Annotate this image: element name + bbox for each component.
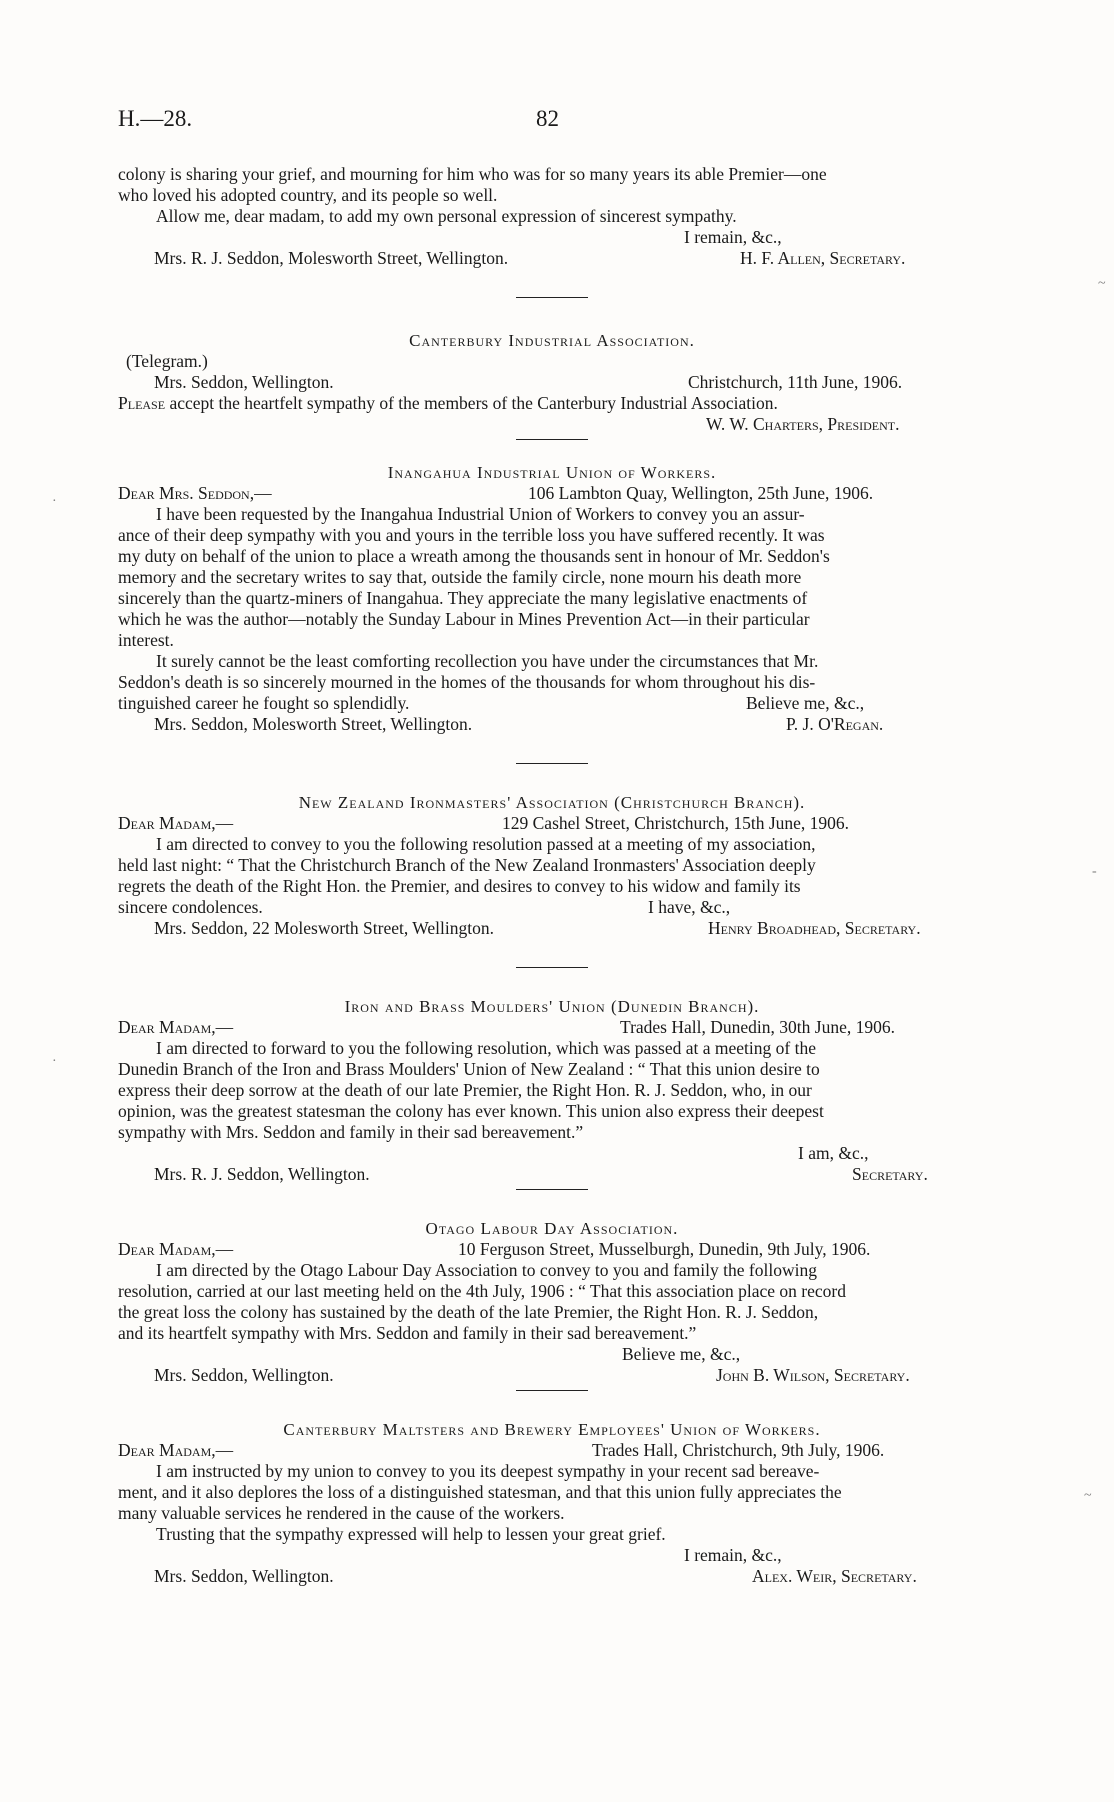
margin-mark: ·	[52, 1054, 57, 1069]
signature: W. W. Charters, President.	[706, 414, 900, 434]
page-number: 82	[536, 106, 559, 131]
body-line: the great loss the colony has sustained by the death of the late Premier, the Right Hon. R. J. Seddon,	[118, 1302, 819, 1322]
salutation: Dear Madam,—	[118, 1017, 234, 1037]
place-date: Christchurch, 11th June, 1906.	[688, 372, 903, 392]
address-date: Trades Hall, Christchurch, 9th July, 1906.	[592, 1440, 885, 1460]
section-title: Canterbury Industrial Association.	[409, 331, 695, 350]
letter-ironmasters	[118, 792, 986, 939]
signature: Alex. Weir, Secretary.	[752, 1566, 917, 1586]
section-title: Canterbury Maltsters and Brewery Employees' Union of Workers.	[283, 1420, 821, 1439]
body-line: I am directed to forward to you the following resolution, which was passed at a meeting of the	[156, 1038, 816, 1058]
address-date: Trades Hall, Dunedin, 30th June, 1906.	[620, 1017, 895, 1037]
body-line: my duty on behalf of the union to place a wreath among the thousands sent in honour of Mr. Seddon's	[118, 546, 830, 566]
body-line: many valuable services he rendered in the cause of the workers.	[118, 1503, 565, 1523]
body-line: memory and the secretary writes to say that, outside the family circle, none mourn his death more	[118, 567, 802, 587]
salutation: Dear Madam,—	[118, 813, 234, 833]
addressee: Mrs. Seddon, Wellington.	[154, 1365, 334, 1385]
body-line: ance of their deep sympathy with you and yours in the terrible loss you have suffered recently. It was	[118, 525, 825, 545]
body-paragraph: Allow me, dear madam, to add my own personal expression of sincerest sympathy.	[156, 206, 737, 226]
signature: John B. Wilson, Secretary.	[716, 1365, 910, 1385]
signature: H. F. Allen, Secretary.	[740, 248, 906, 268]
salutation: Dear Madam,—	[118, 1239, 234, 1259]
addressee: Mrs. Seddon, Wellington.	[154, 372, 334, 392]
body-paragraph: Please accept the heartfelt sympathy of the members of the Canterbury Industrial Association.	[118, 393, 778, 413]
body-line: interest.	[118, 630, 174, 650]
body-line: Dunedin Branch of the Iron and Brass Moulders' Union of New Zealand : “ That this union desire to	[118, 1059, 820, 1079]
letter-moulders	[118, 996, 986, 1185]
closing: I remain, &c.,	[684, 227, 782, 247]
margin-mark: ·	[52, 494, 57, 509]
body-line: It surely cannot be the least comforting recollection you have under the circumstances that Mr.	[156, 651, 819, 671]
body-line: who loved his adopted country, and its people so well.	[118, 185, 498, 205]
letter-inangahua	[118, 462, 986, 735]
body-line: sincerely than the quartz-miners of Inangahua. They appreciate the many legislative enactments of	[118, 588, 808, 608]
addressee: Mrs. R. J. Seddon, Molesworth Street, Wellington.	[154, 248, 509, 268]
address-date: 10 Ferguson Street, Musselburgh, Dunedin, 9th July, 1906.	[458, 1239, 871, 1259]
document-reference: H.—28.	[118, 106, 193, 131]
closing: Believe me, &c.,	[622, 1344, 741, 1364]
closing: Believe me, &c.,	[746, 693, 865, 713]
body-line: and its heartfelt sympathy with Mrs. Seddon and family in their sad bereavement.”	[118, 1323, 697, 1343]
margin-mark: ~	[1084, 1488, 1092, 1503]
salutation: Dear Mrs. Seddon,—	[118, 483, 272, 503]
addressee: Mrs. Seddon, 22 Molesworth Street, Wellington.	[154, 918, 494, 938]
body-line: resolution, carried at our last meeting held on the 4th July, 1906 : “ That this association place on record	[118, 1281, 847, 1301]
body-line: express their deep sorrow at the death of our late Premier, the Right Hon. R. J. Seddon, who, in our	[118, 1080, 812, 1100]
signature: Secretary.	[852, 1164, 928, 1184]
letter-continuation	[118, 164, 986, 269]
body-paragraph: Trusting that the sympathy expressed will help to lessen your great grief.	[156, 1524, 666, 1544]
signature: Henry Broadhead, Secretary.	[708, 918, 921, 938]
body-line: colony is sharing your grief, and mourning for him who was for so many years its able Premier—one	[118, 164, 827, 184]
signature: P. J. O'Regan.	[786, 714, 884, 734]
section-title: New Zealand Ironmasters' Association (Christchurch Branch).	[298, 793, 806, 812]
body-line: sympathy with Mrs. Seddon and family in their sad bereavement.”	[118, 1122, 584, 1142]
body-line: ment, and it also deplores the loss of a distinguished statesman, and that this union fully appreciates the	[118, 1482, 842, 1502]
margin-mark: -	[1092, 864, 1097, 879]
body-line: tinguished career he fought so splendidly.	[118, 693, 410, 713]
body-line: I have been requested by the Inangahua Industrial Union of Workers to convey you an assur-	[156, 504, 805, 524]
body-line: I am directed by the Otago Labour Day Association to convey to you and family the following	[156, 1260, 817, 1280]
section-title: Iron and Brass Moulders' Union (Dunedin Branch).	[344, 997, 760, 1016]
page-header	[118, 106, 998, 140]
body-line: I am instructed by my union to convey to you its deepest sympathy in your recent sad bereave-	[156, 1461, 820, 1481]
address-date: 106 Lambton Quay, Wellington, 25th June, 1906.	[528, 483, 874, 503]
letter-maltsters	[118, 1419, 986, 1587]
closing: I remain, &c.,	[684, 1545, 782, 1565]
letter-otago	[118, 1218, 986, 1386]
body-line: regrets the death of the Right Hon. the Premier, and desires to convey to his widow and family its	[118, 876, 801, 896]
body-line: which he was the author—notably the Sunday Labour in Mines Prevention Act—in their particular	[118, 609, 810, 629]
body-line: I am directed to convey to you the following resolution passed at a meeting of my association,	[156, 834, 816, 854]
body-line: sincere condolences.	[118, 897, 263, 917]
margin-mark: ~	[1098, 276, 1106, 291]
body-line: held last night: “ That the Christchurch Branch of the New Zealand Ironmasters' Association deeply	[118, 855, 816, 875]
closing: I am, &c.,	[798, 1143, 869, 1163]
addressee: Mrs. Seddon, Wellington.	[154, 1566, 334, 1586]
section-title: Inangahua Industrial Union of Workers.	[387, 463, 717, 482]
addressee: Mrs. Seddon, Molesworth Street, Wellington.	[154, 714, 473, 734]
body-line: opinion, was the greatest statesman the colony has ever known. This union also express their deepest	[118, 1101, 824, 1121]
body-line: Seddon's death is so sincerely mourned in the homes of the thousands for whom throughout his dis-	[118, 672, 816, 692]
addressee: Mrs. R. J. Seddon, Wellington.	[154, 1164, 370, 1184]
section-title: Otago Labour Day Association.	[425, 1219, 679, 1238]
closing: I have, &c.,	[648, 897, 731, 917]
salutation: Dear Madam,—	[118, 1440, 234, 1460]
document-body	[118, 164, 986, 1587]
address-date: 129 Cashel Street, Christchurch, 15th June, 1906.	[502, 813, 850, 833]
telegram-label: (Telegram.)	[126, 351, 208, 371]
letter-canterbury-industrial	[118, 330, 986, 435]
